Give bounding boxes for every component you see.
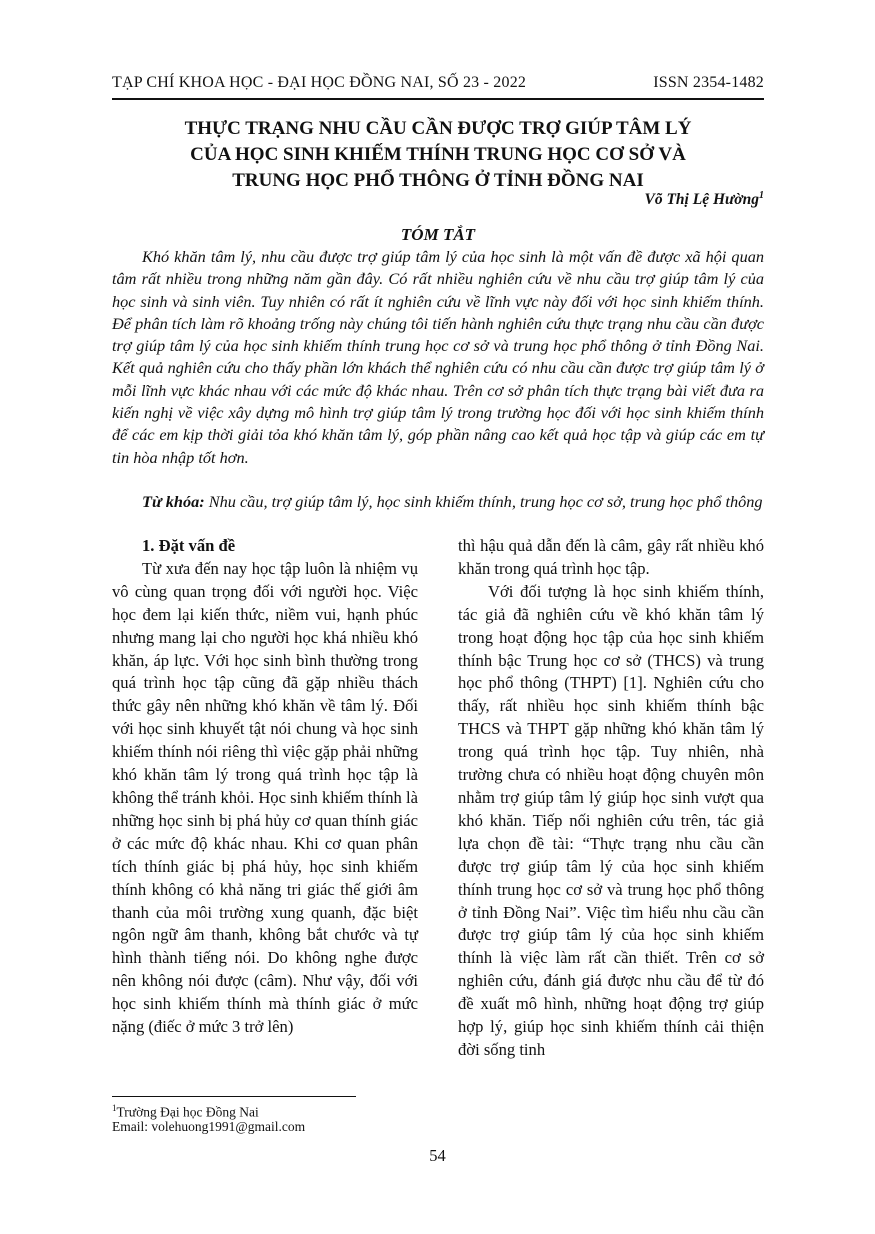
title-line-2: CỦA HỌC SINH KHIẾM THÍNH TRUNG HỌC CƠ SỞ VÀ xyxy=(190,144,686,165)
section-heading: 1. Đặt vấn đề xyxy=(142,536,236,555)
author xyxy=(645,190,765,209)
abstract-text: Khó khăn tâm lý, nhu cầu được trợ giúp tâm lý của học sinh là một vấn đề được xã hội quan tâm rất nhiều trong những năm gần đây. Có rất nhiều nghiên cứu về nhu cầu trợ giúp tâm lý của học sinh và sinh viên. Tuy nhiên có rất ít nghiên cứu về lĩnh vực này đối với học sinh khiếm thính. Để phân tích làm rõ khoảng trống này chúng tôi tiến hành nghiên cứu thực trạng nhu cầu cần được trợ giúp tâm lý của học sinh khiếm thính trung học cơ sở và trung học phổ thông ở tỉnh Đồng Nai. Kết quả nghiên cứu cho thấy phần lớn khách thể nghiên cứu có nhu cầu cần được trợ giúp tâm lý ở mỗi lĩnh vực khác nhau với các mức độ khác nhau. Trên cơ sở phân tích thực trạng bài viết đưa ra kiến nghị về việc xây dựng mô hình trợ giúp tâm lý trong trường học đối với học sinh khiếm thính để các em kịp thời giải tỏa khó khăn tâm lý, góp phần nâng cao kết quả học tập và giúp các em tự tin hòa nhập tốt hơn. xyxy=(112,247,764,467)
left-column xyxy=(112,535,418,1039)
footnote-rule xyxy=(112,1096,356,1097)
footnote-affiliation-text: Trường Đại học Đồng Nai xyxy=(116,1104,259,1120)
header-rule xyxy=(112,98,764,100)
right-paragraph: Với đối tượng là học sinh khiếm thính, tác giả đã nghiên cứu về khó khăn tâm lý trong hoạt động học tập của học sinh khiếm thính bậc Trung học cơ sở (THCS) và trung học phổ thông (THPT) [1]. Nghiên cứu cho thấy, rất nhiều học sinh khiếm thính bậc THCS và THPT gặp những khó khăn tâm lý trong quá trình học tập. Tuy nhiên, nhà trường chưa có nhiều hoạt động chuyên môn nhằm trợ giúp tâm lý giúp học sinh vượt qua khó khăn. Tiếp nối nghiên cứu trên, tác giả lựa chọn đề tài: “Thực trạng nhu cầu cần được trợ giúp tâm lý của học sinh khiếm thính trung học cơ sở và trung học phổ thông ở tỉnh Đồng Nai”. Việc tìm hiểu nhu cầu cần được trợ giúp tâm lý của học sinh khiếm thính là việc làm rất cần thiết. Trên cơ sở nghiên cứu, đánh giá được nhu cầu để từ đó đề xuất mô hình, những hoạt động trợ giúp hợp lý, giúp học sinh khiếm thính cải thiện đời sống tinh xyxy=(458,581,764,1059)
issn: ISSN 2354-1482 xyxy=(653,74,764,91)
page-number: 54 xyxy=(429,1146,446,1165)
article-title xyxy=(112,116,764,194)
footnote-email: Email: volehuong1991@gmail.com xyxy=(112,1119,306,1134)
journal-name: TẠP CHÍ KHOA HỌC - ĐẠI HỌC ĐỒNG NAI, SỐ 23 - 2022 xyxy=(112,74,527,91)
author-name: Võ Thị Lệ Hường xyxy=(644,191,759,209)
footnote-mark: 1 xyxy=(112,1103,117,1113)
abstract-heading: TÓM TẮT xyxy=(400,225,476,244)
keywords xyxy=(112,491,764,513)
running-header xyxy=(112,74,764,92)
keywords-label: Từ khóa: xyxy=(142,492,205,511)
left-paragraph: Từ xưa đến nay học tập luôn là nhiệm vụ vô cùng quan trọng đối với người học. Việc học đem lại kiến thức, niềm vui, hạnh phúc nhưng mang lại cho người học khá nhiều khó khăn, áp lực. Với học sinh bình thường trong quá trình học tập cũng đã gặp nhiều thách thức gây nên những khó khăn về tâm lý. Đối với học sinh khuyết tật nói chung và học sinh khiếm thính nói riêng thì việc gặp phải những khó khăn tâm lý trong quá trình học tập là không thể tránh khỏi. Học sinh khiếm thính là những học sinh bị phá hủy cơ quan thính giác ở các mức độ khác nhau. Khi cơ quan phân tích thính giác bị phá hủy, học sinh khiếm thính không có khả năng tri giác thế giới âm thanh của môi trường xung quanh, đặc biệt ngôn ngữ âm thanh, không bắt chước và tự hình thành tiếng nói. Do không nghe được nên không nói được (câm). Như vậy, đối với học sinh khiếm thính mà thính giác ở mức nặng (điếc ở mức 3 trở lên) xyxy=(112,558,418,1037)
title-line-1: THỰC TRẠNG NHU CẦU CẦN ĐƯỢC TRỢ GIÚP TÂM LÝ xyxy=(184,118,692,139)
author-affiliation-mark: 1 xyxy=(759,190,764,201)
right-continuation: thì hậu quả dẫn đến là câm, gây rất nhiều khó khăn trong quá trình học tập. xyxy=(458,536,764,578)
right-column xyxy=(458,535,764,1062)
title-line-3: TRUNG HỌC PHỔ THÔNG Ở TỈNH ĐỒNG NAI xyxy=(232,170,644,191)
keywords-text: Nhu cầu, trợ giúp tâm lý, học sinh khiếm thính, trung học cơ sở, trung học phổ thông xyxy=(204,492,763,511)
